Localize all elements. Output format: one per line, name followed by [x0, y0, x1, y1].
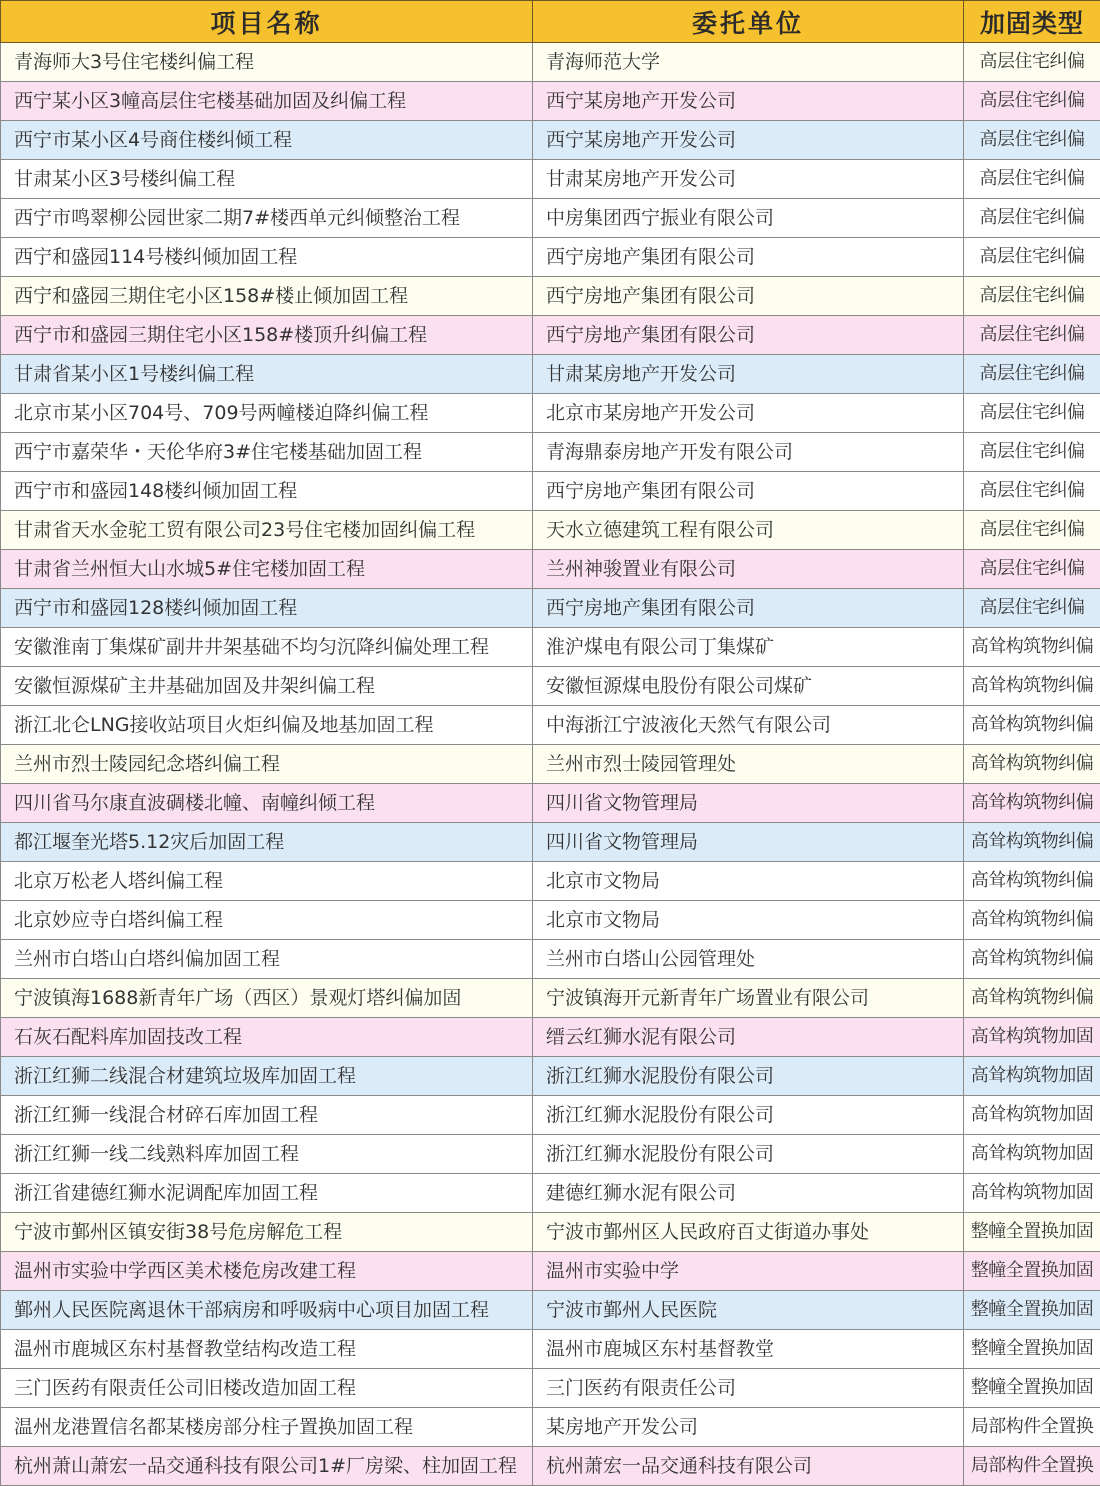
- project-name-cell: 西宁和盛园114号楼纠倾加固工程: [1, 238, 533, 277]
- table-row: [1, 316, 1100, 355]
- reinforcement-type-cell: 高层住宅纠偏: [964, 394, 1100, 433]
- client-cell: 中房集团西宁振业有限公司: [533, 199, 964, 238]
- client-cell: 西宁某房地产开发公司: [533, 82, 964, 121]
- client-cell: 甘肃某房地产开发公司: [533, 160, 964, 199]
- project-name-cell: 兰州市白塔山白塔纠偏加固工程: [1, 940, 533, 979]
- table-row: [1, 355, 1100, 394]
- reinforcement-type-cell: 高耸构筑物加固: [964, 1018, 1100, 1057]
- reinforcement-type-cell: 整幢全置换加固: [964, 1330, 1100, 1369]
- table-row: [1, 82, 1100, 121]
- project-name-cell: 西宁和盛园三期住宅小区158#楼止倾加固工程: [1, 277, 533, 316]
- reinforcement-type-cell: 高层住宅纠偏: [964, 82, 1100, 121]
- table-row: [1, 784, 1100, 823]
- reinforcement-type-cell: 整幢全置换加固: [964, 1252, 1100, 1291]
- table-row: [1, 238, 1100, 277]
- reinforcement-type-cell: 高层住宅纠偏: [964, 199, 1100, 238]
- reinforcement-type-cell: 高层住宅纠偏: [964, 277, 1100, 316]
- reinforcement-type-cell: 整幢全置换加固: [964, 1213, 1100, 1252]
- project-name-cell: 甘肃省某小区1号楼纠偏工程: [1, 355, 533, 394]
- client-cell: 西宁房地产集团有限公司: [533, 589, 964, 628]
- header-reinforcement-type: 加固类型: [964, 1, 1100, 43]
- reinforcement-type-cell: 整幢全置换加固: [964, 1369, 1100, 1408]
- project-name-cell: 安徽恒源煤矿主井基础加固及井架纠偏工程: [1, 667, 533, 706]
- client-cell: 四川省文物管理局: [533, 823, 964, 862]
- project-name-cell: 浙江北仑LNG接收站项目火炬纠偏及地基加固工程: [1, 706, 533, 745]
- reinforcement-type-cell: 高耸构筑物加固: [964, 1135, 1100, 1174]
- project-name-cell: 温州市实验中学西区美术楼危房改建工程: [1, 1252, 533, 1291]
- reinforcement-type-cell: 高耸构筑物纠偏: [964, 901, 1100, 940]
- project-name-cell: 宁波镇海1688新青年广场（西区）景观灯塔纠偏加固: [1, 979, 533, 1018]
- project-name-cell: 杭州萧山萧宏一品交通科技有限公司1#厂房梁、柱加固工程: [1, 1447, 533, 1486]
- table-row: [1, 472, 1100, 511]
- table-body: [1, 43, 1100, 1486]
- table-row: [1, 940, 1100, 979]
- reinforcement-type-cell: 高耸构筑物纠偏: [964, 667, 1100, 706]
- project-name-cell: 都江堰奎光塔5.12灾后加固工程: [1, 823, 533, 862]
- project-name-cell: 四川省马尔康直波碉楼北幢、南幢纠倾工程: [1, 784, 533, 823]
- project-name-cell: 甘肃省兰州恒大山水城5#住宅楼加固工程: [1, 550, 533, 589]
- client-cell: 兰州市烈士陵园管理处: [533, 745, 964, 784]
- client-cell: 北京市某房地产开发公司: [533, 394, 964, 433]
- project-name-cell: 浙江红狮一线混合材碎石库加固工程: [1, 1096, 533, 1135]
- reinforcement-type-cell: 高层住宅纠偏: [964, 433, 1100, 472]
- reinforcement-type-cell: 高层住宅纠偏: [964, 160, 1100, 199]
- project-name-cell: 石灰石配料库加固技改工程: [1, 1018, 533, 1057]
- project-name-cell: 浙江红狮二线混合材建筑垃圾库加固工程: [1, 1057, 533, 1096]
- project-name-cell: 甘肃某小区3号楼纠偏工程: [1, 160, 533, 199]
- reinforcement-type-cell: 高层住宅纠偏: [964, 316, 1100, 355]
- project-name-cell: 西宁市和盛园128楼纠倾加固工程: [1, 589, 533, 628]
- client-cell: 西宁房地产集团有限公司: [533, 472, 964, 511]
- project-name-cell: 西宁市鸣翠柳公园世家二期7#楼西单元纠倾整治工程: [1, 199, 533, 238]
- reinforcement-type-cell: 局部构件全置换: [964, 1408, 1100, 1447]
- client-cell: 宁波镇海开元新青年广场置业有限公司: [533, 979, 964, 1018]
- project-name-cell: 甘肃省天水金驼工贸有限公司23号住宅楼加固纠偏工程: [1, 511, 533, 550]
- table-row: [1, 589, 1100, 628]
- client-cell: 北京市文物局: [533, 901, 964, 940]
- client-cell: 中海浙江宁波液化天然气有限公司: [533, 706, 964, 745]
- table-row: [1, 1057, 1100, 1096]
- project-name-cell: 西宁市和盛园148楼纠倾加固工程: [1, 472, 533, 511]
- client-cell: 宁波市鄞州人民医院: [533, 1291, 964, 1330]
- table-row: [1, 394, 1100, 433]
- table-row: [1, 706, 1100, 745]
- client-cell: 浙江红狮水泥股份有限公司: [533, 1057, 964, 1096]
- client-cell: 甘肃某房地产开发公司: [533, 355, 964, 394]
- reinforcement-type-cell: 高层住宅纠偏: [964, 355, 1100, 394]
- project-name-cell: 北京万松老人塔纠偏工程: [1, 862, 533, 901]
- reinforcement-type-cell: 高耸构筑物纠偏: [964, 940, 1100, 979]
- reinforcement-type-cell: 整幢全置换加固: [964, 1291, 1100, 1330]
- project-name-cell: 宁波市鄞州区镇安街38号危房解危工程: [1, 1213, 533, 1252]
- client-cell: 青海鼎泰房地产开发有限公司: [533, 433, 964, 472]
- project-name-cell: 西宁市某小区4号商住楼纠倾工程: [1, 121, 533, 160]
- reinforcement-type-cell: 高耸构筑物纠偏: [964, 862, 1100, 901]
- table-row: [1, 862, 1100, 901]
- client-cell: 西宁房地产集团有限公司: [533, 238, 964, 277]
- table-row: [1, 1174, 1100, 1213]
- table-row: [1, 823, 1100, 862]
- table-row: [1, 121, 1100, 160]
- reinforcement-type-cell: 高耸构筑物纠偏: [964, 706, 1100, 745]
- project-name-cell: 西宁市和盛园三期住宅小区158#楼顶升纠偏工程: [1, 316, 533, 355]
- table-row: [1, 160, 1100, 199]
- client-cell: 浙江红狮水泥股份有限公司: [533, 1096, 964, 1135]
- reinforcement-type-cell: 高耸构筑物加固: [964, 1096, 1100, 1135]
- header-project-name: 项目名称: [1, 1, 533, 43]
- client-cell: 天水立德建筑工程有限公司: [533, 511, 964, 550]
- project-name-cell: 西宁某小区3幢高层住宅楼基础加固及纠偏工程: [1, 82, 533, 121]
- reinforcement-type-cell: 高层住宅纠偏: [964, 121, 1100, 160]
- table-row: [1, 901, 1100, 940]
- table-row: [1, 979, 1100, 1018]
- reinforcement-type-cell: 高耸构筑物纠偏: [964, 745, 1100, 784]
- client-cell: 宁波市鄞州区人民政府百丈街道办事处: [533, 1213, 964, 1252]
- client-cell: 安徽恒源煤电股份有限公司煤矿: [533, 667, 964, 706]
- table-row: [1, 1369, 1100, 1408]
- table-row: [1, 1252, 1100, 1291]
- client-cell: 兰州神骏置业有限公司: [533, 550, 964, 589]
- client-cell: 淮沪煤电有限公司丁集煤矿: [533, 628, 964, 667]
- project-name-cell: 温州市鹿城区东村基督教堂结构改造工程: [1, 1330, 533, 1369]
- client-cell: 北京市文物局: [533, 862, 964, 901]
- table-row: [1, 1408, 1100, 1447]
- reinforcement-type-cell: 高层住宅纠偏: [964, 511, 1100, 550]
- client-cell: 杭州萧宏一品交通科技有限公司: [533, 1447, 964, 1486]
- project-name-cell: 鄞州人民医院离退休干部病房和呼吸病中心项目加固工程: [1, 1291, 533, 1330]
- table-row: [1, 628, 1100, 667]
- table-row: [1, 199, 1100, 238]
- table-row: [1, 1096, 1100, 1135]
- reinforcement-type-cell: 高耸构筑物纠偏: [964, 823, 1100, 862]
- reinforcement-type-cell: 高耸构筑物加固: [964, 1174, 1100, 1213]
- table-row: [1, 511, 1100, 550]
- project-name-cell: 三门医药有限责任公司旧楼改造加固工程: [1, 1369, 533, 1408]
- header-row: [1, 1, 1100, 43]
- project-name-cell: 西宁市嘉荣华・天伦华府3#住宅楼基础加固工程: [1, 433, 533, 472]
- reinforcement-type-cell: 高耸构筑物加固: [964, 1057, 1100, 1096]
- reinforcement-type-cell: 高层住宅纠偏: [964, 472, 1100, 511]
- client-cell: 西宁房地产集团有限公司: [533, 277, 964, 316]
- table-row: [1, 745, 1100, 784]
- client-cell: 浙江红狮水泥股份有限公司: [533, 1135, 964, 1174]
- header-client: 委托单位: [533, 1, 964, 43]
- reinforcement-type-cell: 高耸构筑物纠偏: [964, 979, 1100, 1018]
- table-row: [1, 1213, 1100, 1252]
- table-row: [1, 667, 1100, 706]
- reinforcement-type-cell: 局部构件全置换: [964, 1447, 1100, 1486]
- client-cell: 青海师范大学: [533, 43, 964, 82]
- reinforcement-type-cell: 高层住宅纠偏: [964, 589, 1100, 628]
- client-cell: 温州市鹿城区东村基督教堂: [533, 1330, 964, 1369]
- client-cell: 温州市实验中学: [533, 1252, 964, 1291]
- project-name-cell: 北京市某小区704号、709号两幢楼迫降纠偏工程: [1, 394, 533, 433]
- table-row: [1, 277, 1100, 316]
- table-row: [1, 43, 1100, 82]
- project-name-cell: 青海师大3号住宅楼纠偏工程: [1, 43, 533, 82]
- reinforcement-type-cell: 高层住宅纠偏: [964, 550, 1100, 589]
- client-cell: 建德红狮水泥有限公司: [533, 1174, 964, 1213]
- client-cell: 四川省文物管理局: [533, 784, 964, 823]
- table-row: [1, 1447, 1100, 1486]
- table-row: [1, 433, 1100, 472]
- table-row: [1, 550, 1100, 589]
- table-row: [1, 1135, 1100, 1174]
- project-name-cell: 浙江红狮一线二线熟料库加固工程: [1, 1135, 533, 1174]
- project-name-cell: 兰州市烈士陵园纪念塔纠偏工程: [1, 745, 533, 784]
- client-cell: 缙云红狮水泥有限公司: [533, 1018, 964, 1057]
- project-name-cell: 浙江省建德红狮水泥调配库加固工程: [1, 1174, 533, 1213]
- project-name-cell: 北京妙应寺白塔纠偏工程: [1, 901, 533, 940]
- client-cell: 西宁某房地产开发公司: [533, 121, 964, 160]
- reinforcement-type-cell: 高层住宅纠偏: [964, 43, 1100, 82]
- project-name-cell: 温州龙港置信名都某楼房部分柱子置换加固工程: [1, 1408, 533, 1447]
- table-row: [1, 1330, 1100, 1369]
- reinforcement-type-cell: 高耸构筑物纠偏: [964, 628, 1100, 667]
- client-cell: 某房地产开发公司: [533, 1408, 964, 1447]
- client-cell: 西宁房地产集团有限公司: [533, 316, 964, 355]
- table-row: [1, 1291, 1100, 1330]
- client-cell: 兰州市白塔山公园管理处: [533, 940, 964, 979]
- reinforcement-type-cell: 高耸构筑物纠偏: [964, 784, 1100, 823]
- client-cell: 三门医药有限责任公司: [533, 1369, 964, 1408]
- project-name-cell: 安徽淮南丁集煤矿副井井架基础不均匀沉降纠偏处理工程: [1, 628, 533, 667]
- table-row: [1, 1018, 1100, 1057]
- reinforcement-type-cell: 高层住宅纠偏: [964, 238, 1100, 277]
